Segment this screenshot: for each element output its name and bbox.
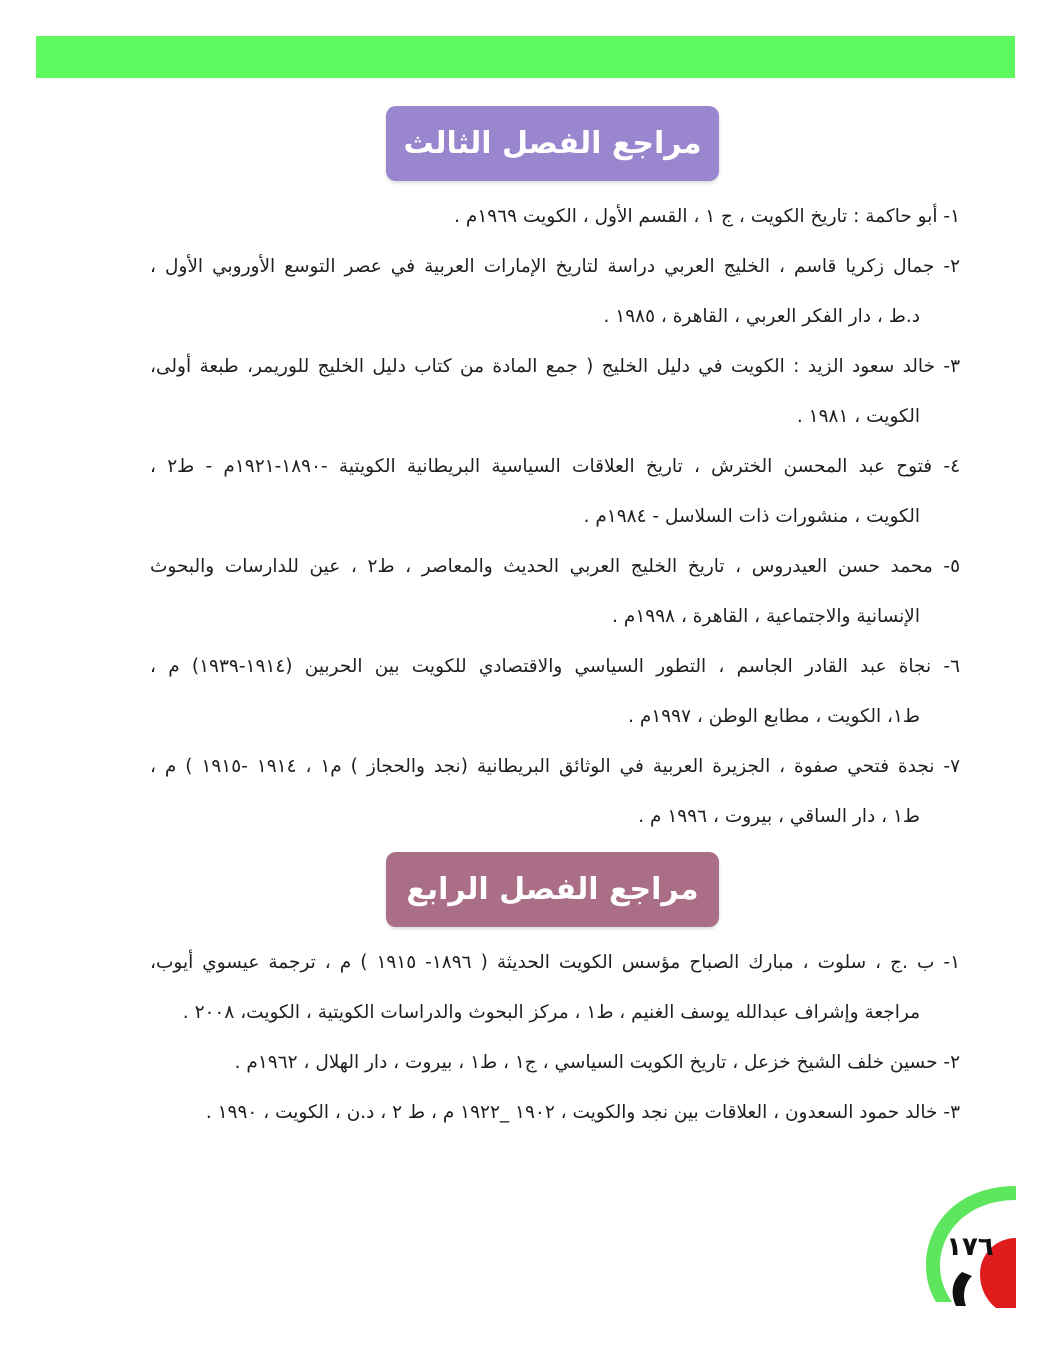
reference-line-continued: الإنسانية والاجتماعية ، القاهرة ، ١٩٩٨م . <box>612 606 920 627</box>
reference-line: ٥- محمد حسن العيدروس ، تاريخ الخليج العربي الحديث والمعاصر ، ط٢ ، عين للدارسات والبحوث <box>150 556 960 577</box>
reference-line: ١- أبو حاكمة : تاريخ الكويت ، ج ١ ، القسم الأول ، الكويت ١٩٦٩م . <box>454 206 960 227</box>
reference-line: ١- ب .ج ، سلوت ، مبارك الصباح مؤسس الكويت الحديثة ( ١٨٩٦- ١٩١٥ ) م ، ترجمة عيسوي أيوب، <box>150 952 960 973</box>
reference-item <box>150 192 960 242</box>
reference-item <box>150 1038 960 1088</box>
reference-line: ٢- حسين خلف الشيخ خزعل ، تاريخ الكويت السياسي ، ج١ ، ط١ ، بيروت ، دار الهلال ، ١٩٦٢م . <box>234 1052 960 1073</box>
badge-black-shape <box>953 1272 972 1306</box>
reference-line: ٣- خالد سعود الزيد : الكويت في دليل الخليج ( جمع المادة من كتاب دليل الخليج للوريمر، طبعة أولى، <box>150 356 960 377</box>
top-color-bar <box>36 36 1015 78</box>
chapter3-reference-list <box>150 192 960 842</box>
reference-line-continued: د.ط ، دار الفكر العربي ، القاهرة ، ١٩٨٥ . <box>603 306 920 327</box>
reference-item <box>150 1088 960 1138</box>
reference-item <box>150 938 960 1038</box>
reference-item <box>150 742 960 842</box>
reference-line: ٣- خالد حمود السعدون ، العلاقات بين نجد والكويت ، ١٩٠٢ _١٩٢٢ م ، ط ٢ ، د.ن ، الكويت ، ١٩٩٠ . <box>205 1102 960 1123</box>
reference-item <box>150 542 960 642</box>
reference-line-continued: مراجعة وإشراف عبدالله يوسف الغنيم ، ط١ ، مركز البحوث والدراسات الكويتية ، الكويت، ٢٠٠٨ . <box>182 1002 920 1023</box>
chapter3-title: مراجع الفصل الثالث <box>403 126 702 161</box>
page-number: ١٧٦ <box>946 1232 994 1262</box>
reference-item <box>150 242 960 342</box>
reference-line-continued: الكويت ، ١٩٨١ . <box>796 406 920 427</box>
reference-line: ٤- فتوح عبد المحسن الخترش ، تاريخ العلاقات السياسية البريطانية الكويتية -١٨٩٠-١٩٢١م - ط٢ ، <box>150 456 960 477</box>
chapter4-title-banner <box>386 852 719 927</box>
reference-line-continued: الكويت ، منشورات ذات السلاسل - ١٩٨٤م . <box>583 506 920 527</box>
chapter4-title: مراجع الفصل الرابع <box>406 872 699 907</box>
reference-item <box>150 442 960 542</box>
reference-line-continued: ط١، الكويت ، مطابع الوطن ، ١٩٩٧م . <box>628 706 920 727</box>
reference-line: ٧- نجدة فتحي صفوة ، الجزيرة العربية في الوثائق البريطانية (نجد والحجاز ) م١ ، ١٩١٤ -١٩١٥ ) م ، <box>150 756 960 777</box>
chapter4-reference-list <box>150 938 960 1138</box>
reference-item <box>150 642 960 742</box>
chapter3-title-banner <box>386 106 719 181</box>
reference-line-continued: ط١ ، دار الساقي ، بيروت ، ١٩٩٦ م . <box>638 806 920 827</box>
reference-line: ٢- جمال زكريا قاسم ، الخليج العربي دراسة لتاريخ الإمارات العربية في عصر التوسع الأوروبي الأول ، <box>150 256 960 277</box>
reference-line: ٦- نجاة عبد القادر الجاسم ، التطور السياسي والاقتصادي للكويت بين الحربين (١٩١٤-١٩٣٩) م ، <box>150 656 960 677</box>
reference-item <box>150 342 960 442</box>
